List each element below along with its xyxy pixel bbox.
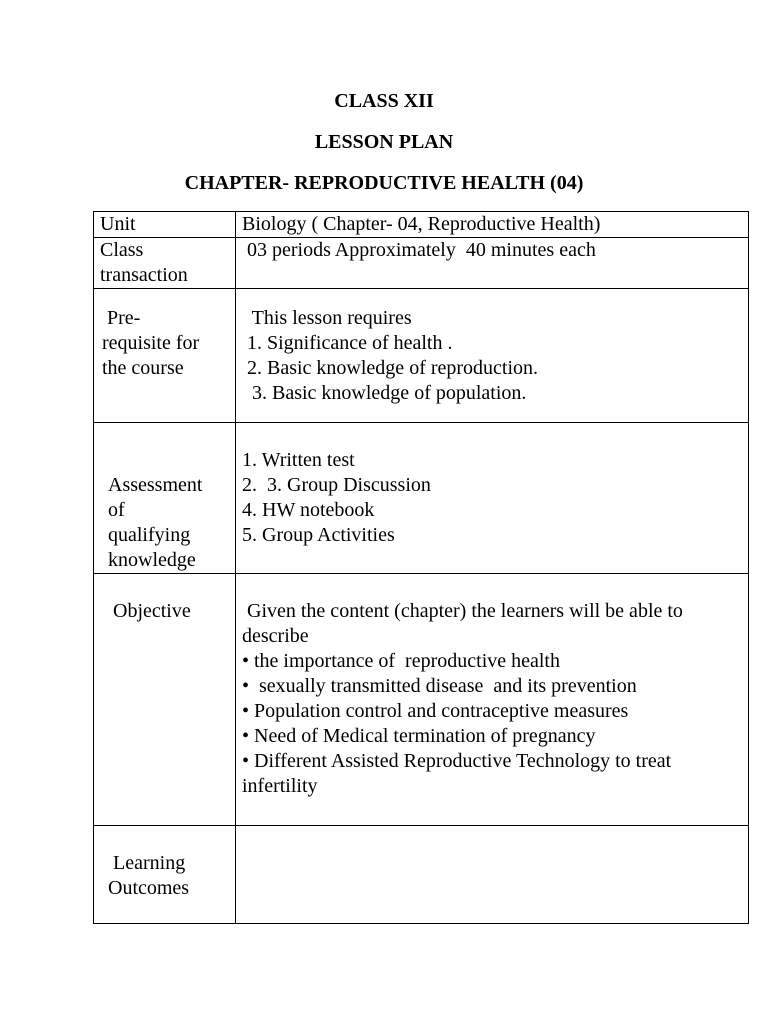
- table-row-prerequisite: [94, 289, 749, 423]
- class-transaction-label-text: Class transaction: [100, 239, 188, 286]
- table-row-assessment: [94, 423, 749, 574]
- prerequisite-intro: This lesson requires: [242, 307, 412, 329]
- list-item: 1. Written test: [242, 449, 355, 471]
- class-transaction-value: [236, 238, 749, 289]
- list-item: 5. Group Activities: [242, 524, 395, 546]
- assessment-label: [94, 423, 236, 574]
- chapter-title: CHAPTER- REPRODUCTIVE HEALTH (04): [184, 172, 584, 194]
- table-row-objective: [94, 574, 749, 826]
- unit-value-text: Biology ( Chapter- 04, Reproductive Health): [242, 213, 601, 235]
- unit-value: [236, 212, 749, 238]
- learning-outcomes-label-text: Learning Outcomes: [108, 852, 190, 899]
- unit-label: [94, 212, 236, 238]
- assessment-label-text: Assessment of qualifying knowledge: [108, 474, 203, 571]
- class-transaction-value-text: 03 periods Approximately 40 minutes each: [242, 239, 596, 261]
- objective-label-text: Objective: [108, 600, 191, 622]
- learning-outcomes-value: [236, 826, 749, 924]
- list-item: • Population control and contraceptive measures: [242, 700, 629, 722]
- list-item: 4. HW notebook: [242, 499, 375, 521]
- list-item: 3. Basic knowledge of population.: [242, 382, 527, 404]
- class-transaction-label: [94, 238, 236, 289]
- class-title: CLASS XII: [334, 90, 434, 112]
- assessment-value: [236, 423, 749, 574]
- learning-outcomes-label: [94, 826, 236, 924]
- table-row-unit: [94, 212, 749, 238]
- list-item: • the importance of reproductive health: [242, 650, 560, 672]
- objective-label: [94, 574, 236, 826]
- table-row-class-transaction: [94, 238, 749, 289]
- list-item: 2. 3. Group Discussion: [242, 474, 431, 496]
- list-item: • Need of Medical termination of pregnancy: [242, 725, 596, 747]
- lesson-plan-title: LESSON PLAN: [314, 131, 454, 153]
- list-item: • Different Assisted Reproductive Technology to treat infertility: [242, 750, 677, 797]
- objective-value: [236, 574, 749, 826]
- prerequisite-label-text: Pre- requisite for the course: [102, 307, 200, 379]
- table-row-learning-outcomes: [94, 826, 749, 924]
- list-item: • sexually transmitted disease and its prevention: [242, 675, 637, 697]
- prerequisite-label: [94, 289, 236, 423]
- prerequisite-value: [236, 289, 749, 423]
- unit-label-text: Unit: [100, 213, 136, 235]
- objective-intro: Given the content (chapter) the learners will be able to describe: [242, 600, 688, 647]
- list-item: 2. Basic knowledge of reproduction.: [242, 357, 539, 379]
- list-item: 1. Significance of health .: [242, 332, 453, 354]
- lesson-plan-table: [93, 211, 749, 924]
